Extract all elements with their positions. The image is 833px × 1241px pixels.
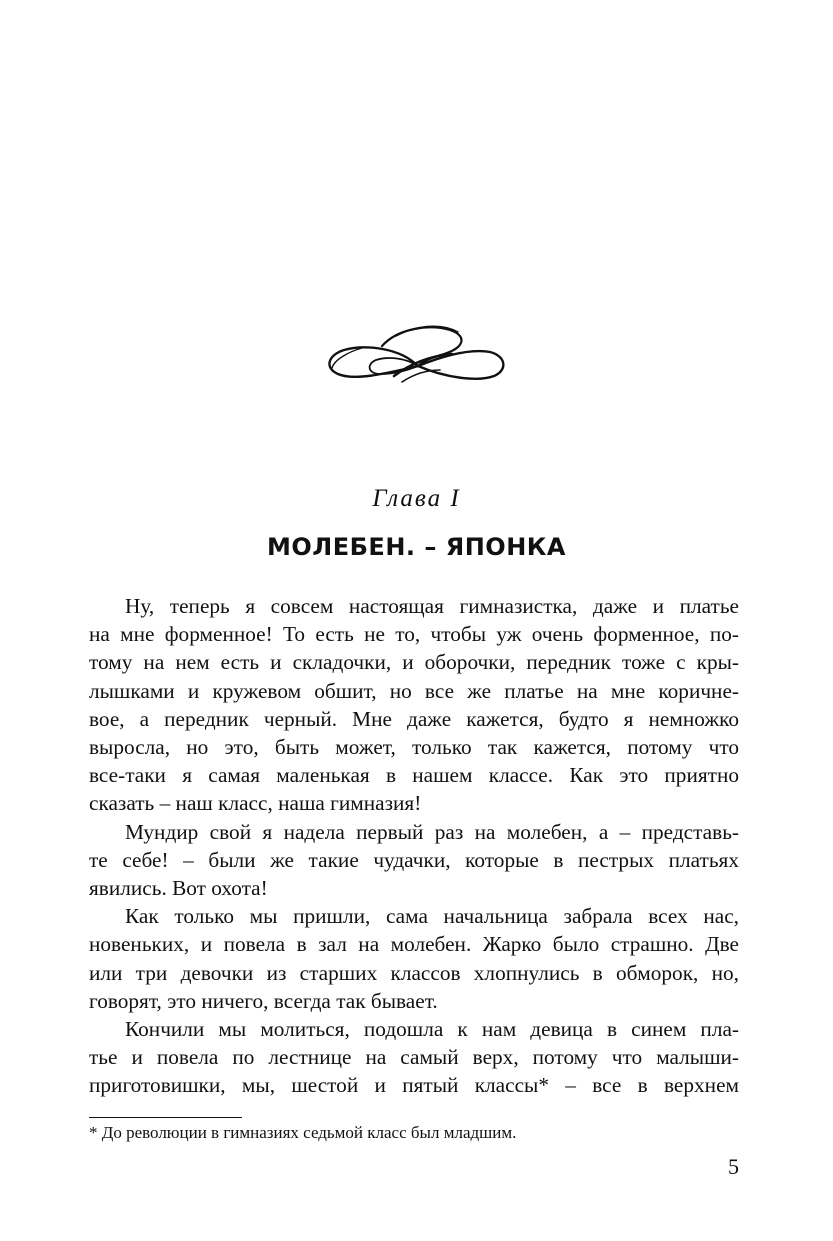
page-number: 5 <box>728 1154 739 1179</box>
text-line: приготовишки, мы, шестой и пятый классы* – все в верхнем <box>89 1073 739 1098</box>
text-line: сказать – наш класс, наша гимназия! <box>89 791 422 816</box>
text-line: Как только мы пришли, сама начальница забрала всех нас, <box>125 904 739 929</box>
text-line: Ну, теперь я совсем настоящая гимназистка, даже и платье <box>125 594 739 618</box>
paragraph <box>89 1015 739 1100</box>
text-line: говорят, это ничего, всегда так бывает. <box>89 988 438 1013</box>
text-line: Мундир свой я надела первый раз на молебен, а – представь- <box>125 819 739 844</box>
footnote: * До революции в гимназиях седьмой класс был младшим. <box>89 1123 517 1142</box>
footnote-divider <box>89 1117 242 1118</box>
text-line: выросла, но это, быть может, только так кажется, потому что <box>89 735 739 760</box>
text-line: те себе! – были же такие чудачки, которые в пестрых платьях <box>89 847 739 872</box>
paragraph <box>89 902 739 1015</box>
text-line: новеньких, и повела в зал на молебен. Жарко было страшно. Две <box>89 932 739 957</box>
chapter-title: МОЛЕБЕН. – ЯПОНКА <box>267 533 566 561</box>
paragraph <box>89 592 739 818</box>
text-line: вое, а передник черный. Мне даже кажется, будто я немножко <box>89 706 739 731</box>
text-line: лышками и кружевом обшит, но все же платье на мне коричне- <box>89 678 739 703</box>
text-line: тому на нем есть и складочки, и оборочки, передник тоже с кры- <box>89 650 739 675</box>
text-line: на мне форменное! То есть не то, чтобы уж очень форменное, по- <box>89 622 739 647</box>
text-line: Кончили мы молиться, подошла к нам девица в синем пла- <box>125 1017 739 1042</box>
body-text <box>89 592 739 1100</box>
paragraph <box>89 818 739 903</box>
text-line: или три девочки из старших классов хлопнулись в обморок, но, <box>89 960 739 985</box>
flourish-ornament-icon <box>318 318 514 394</box>
text-line: тье и повела по лестнице на самый верх, потому что малыши- <box>89 1045 739 1070</box>
text-line: все-таки я самая маленькая в нашем классе. Как это приятно <box>89 763 739 788</box>
text-line: явились. Вот охота! <box>89 876 268 901</box>
chapter-label: Глава I <box>372 485 461 512</box>
